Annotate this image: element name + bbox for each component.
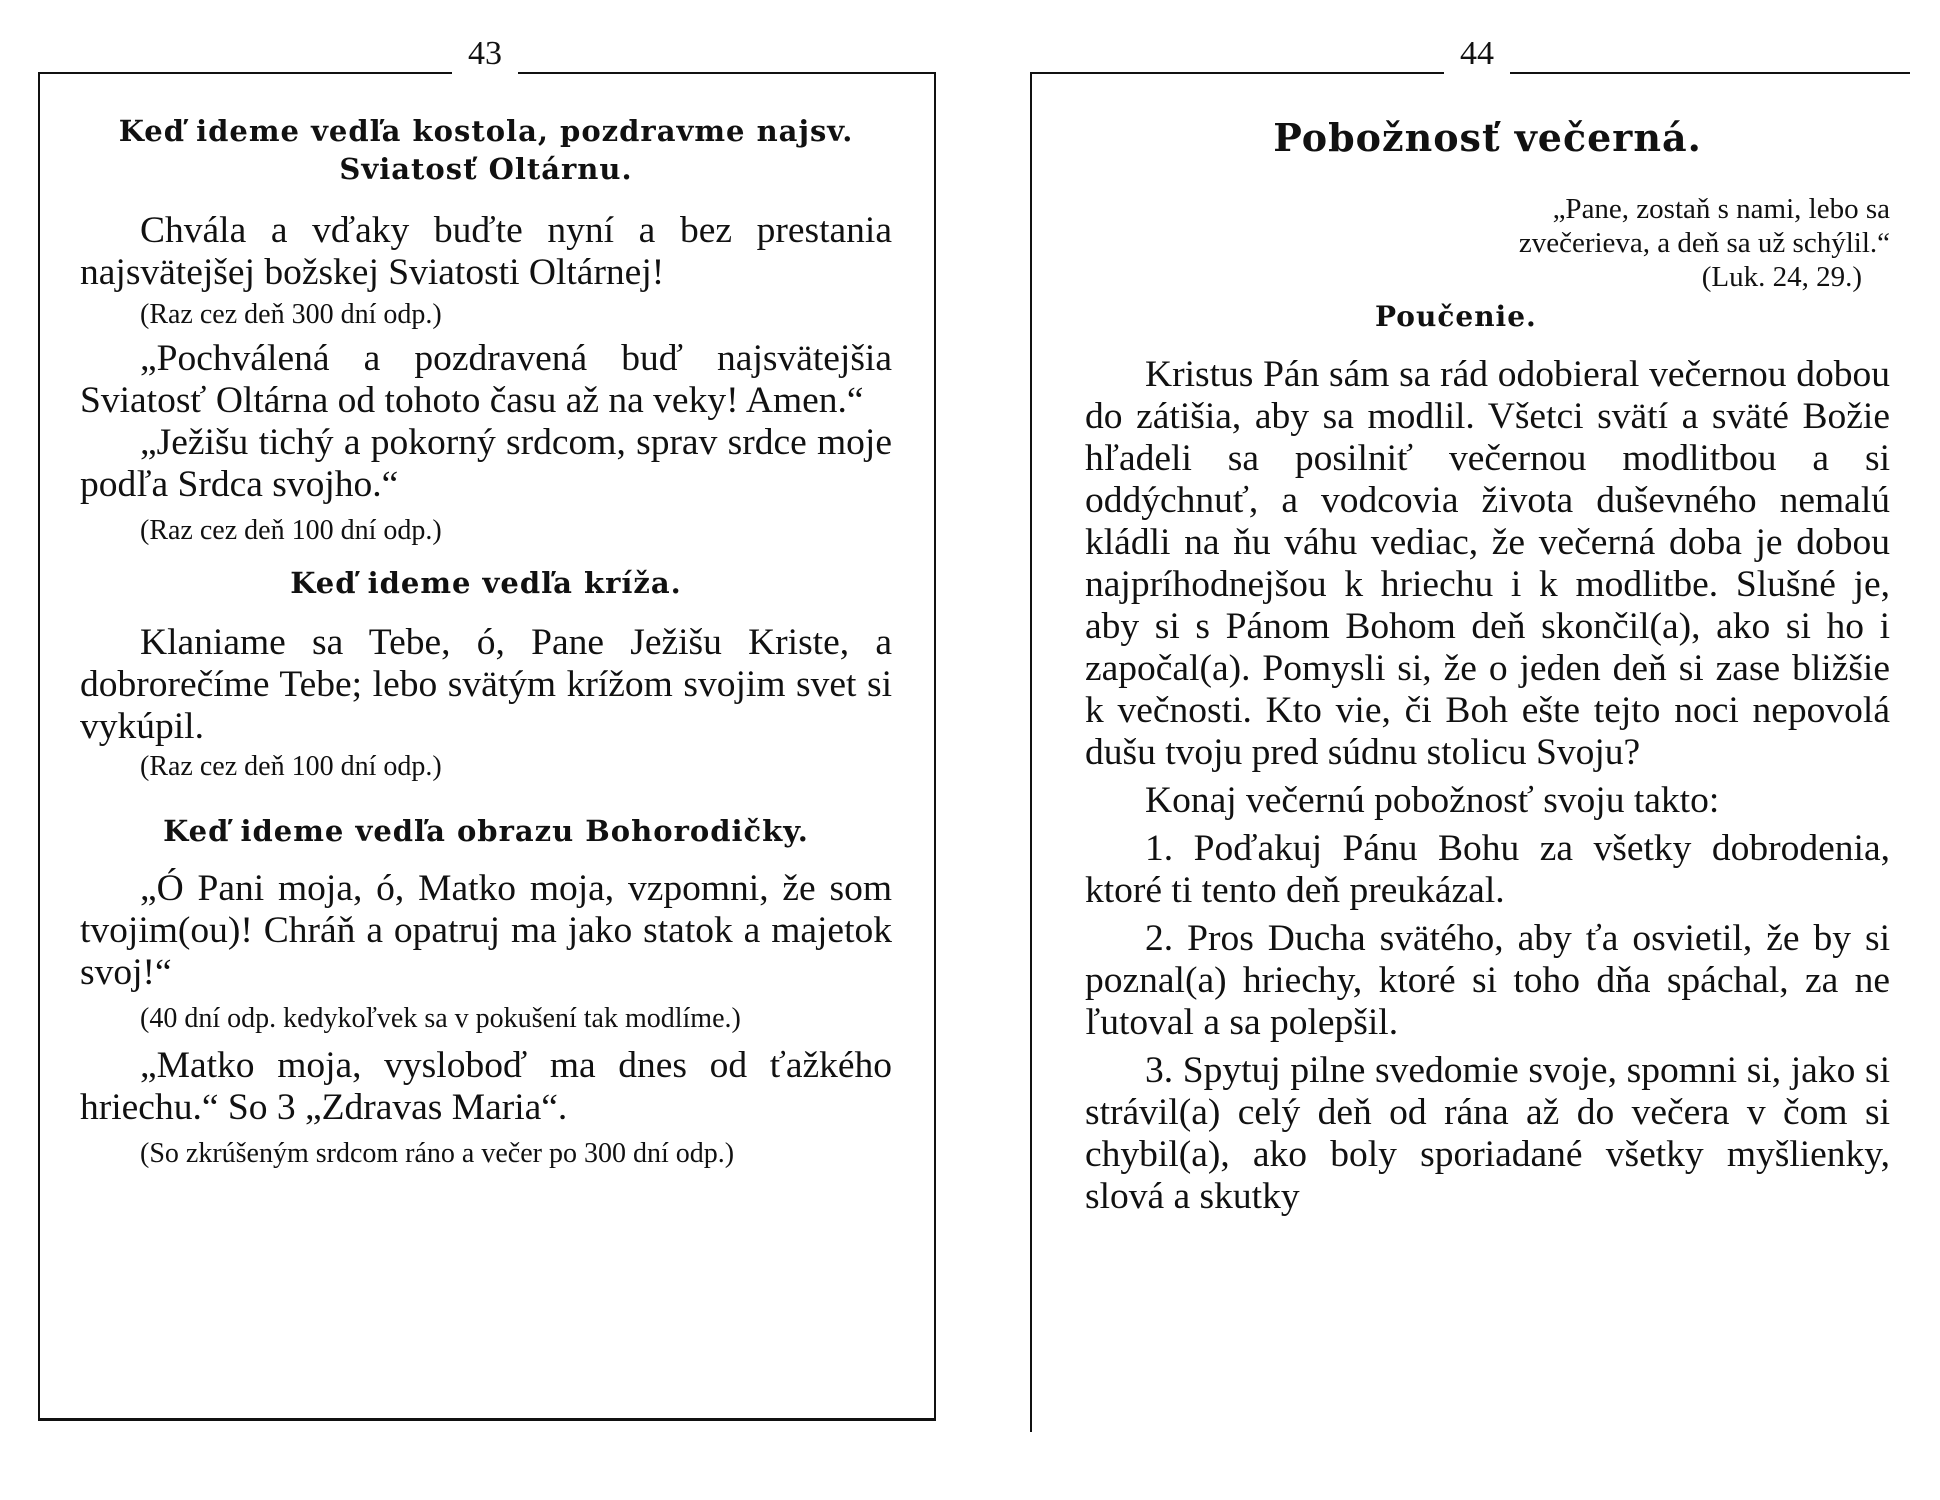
- right-page: [1030, 0, 1910, 1430]
- instruction-paragraph: Kristus Pán sám sa rád odobieral večernou dobou do zátišia, aby sa modlil. Všetci svätí a sväté Božie hľadeli sa posilniť večernou modlitbou a si oddýchnuť, a vodcovia života duševného nemalú kládli na ňu váhu vediac, že večerná doba je dobou najpríhodnejšou k hriechu i k modlitbe. Slušné je, aby si s Pánom Bohom deň skončil(a), ako si ho i započal(a). Pomysli si, že o jeden deň si zase bližšie k večnosti. Kto vie, či Boh ešte tejto noci nepovolá dušu tvoju pred súdnu stolicu Svoju?: [1085, 354, 1890, 773]
- section-heading: Keď ideme vedľa kostola, pozdravme najsv. Sviatosť Oltárnu.: [118, 114, 854, 186]
- indulgence-note: (40 dní odp. kedykoľvek sa v pokušení tak modlíme.): [140, 1003, 741, 1034]
- left-page-content: [80, 112, 892, 1170]
- indulgence-note: (Raz cez deň 100 dní odp.): [140, 751, 442, 782]
- page-number: 43: [452, 34, 518, 74]
- page-title: Pobožnosť večerná.: [1273, 115, 1702, 160]
- numbered-item: 1. Poďakuj Pánu Bohu za všetky dobrodenia, ktoré ti tento deň preukázal.: [1085, 828, 1890, 911]
- right-page-content: [1085, 112, 1890, 1218]
- page-frame: [1030, 72, 1032, 1432]
- instruction-paragraph: Konaj večernú pobožnosť svoju takto:: [1145, 780, 1720, 821]
- prayer-paragraph: „Ó Pani moja, ó, Matko moja, vzpomni, že som tvojim(ou)! Chráň a opatruj ma jako statok a majetok svoj!“: [80, 868, 892, 993]
- prayer-paragraph: Chvála a vďaky buďte nyní a bez prestania najsvätejšej božskej Sviatosti Oltárnej!: [80, 210, 892, 293]
- motto-line: zvečerieva, a deň sa už schýlil.“: [1518, 227, 1890, 259]
- section-heading: Keď ideme vedľa kríža.: [290, 566, 682, 600]
- indulgence-note: (Raz cez deň 100 dní odp.): [140, 515, 442, 546]
- section-heading: Keď ideme vedľa obrazu Bohorodičky.: [163, 814, 809, 848]
- motto-line: „Pane, zostaň s nami, lebo sa: [1552, 193, 1890, 225]
- indulgence-note: (Raz cez deň 300 dní odp.): [140, 299, 442, 330]
- prayer-paragraph: Klaniame sa Tebe, ó, Pane Ježišu Kriste, a dobrorečíme Tebe; lebo svätým krížom svojim svet si vykúpil.: [80, 622, 892, 747]
- prayer-paragraph: „Pochválená a pozdravená buď najsvätejšia Sviatosť Oltárna od tohoto času až na veky! Amen.“: [80, 338, 892, 421]
- left-page: [0, 0, 940, 1430]
- prayer-paragraph: „Matko moja, vysloboď ma dnes od ťažkého hriechu.“ So 3 „Zdravas Maria“.: [80, 1045, 892, 1128]
- motto-reference: (Luk. 24, 29.): [1701, 261, 1862, 293]
- subheading: Poučenie.: [1375, 300, 1537, 333]
- numbered-item: 2. Pros Ducha svätého, aby ťa osvietil, že by si poznal(a) hriechy, ktoré si toho dňa spáchal, za ne ľutoval a sa polepšil.: [1085, 918, 1890, 1043]
- numbered-item: 3. Spytuj pilne svedomie svoje, spomni si, jako si strávil(a) celý deň od rána až do večera v čom si chybil(a), ako boly sporiadané všetky myšlienky, slová a skutky: [1085, 1050, 1890, 1217]
- indulgence-note: (So zkrúšeným srdcom ráno a večer po 300 dní odp.): [140, 1138, 735, 1169]
- prayer-paragraph: „Ježišu tichý a pokorný srdcom, sprav srdce moje podľa Srdca svojho.“: [80, 422, 892, 505]
- page-number: 44: [1444, 34, 1510, 74]
